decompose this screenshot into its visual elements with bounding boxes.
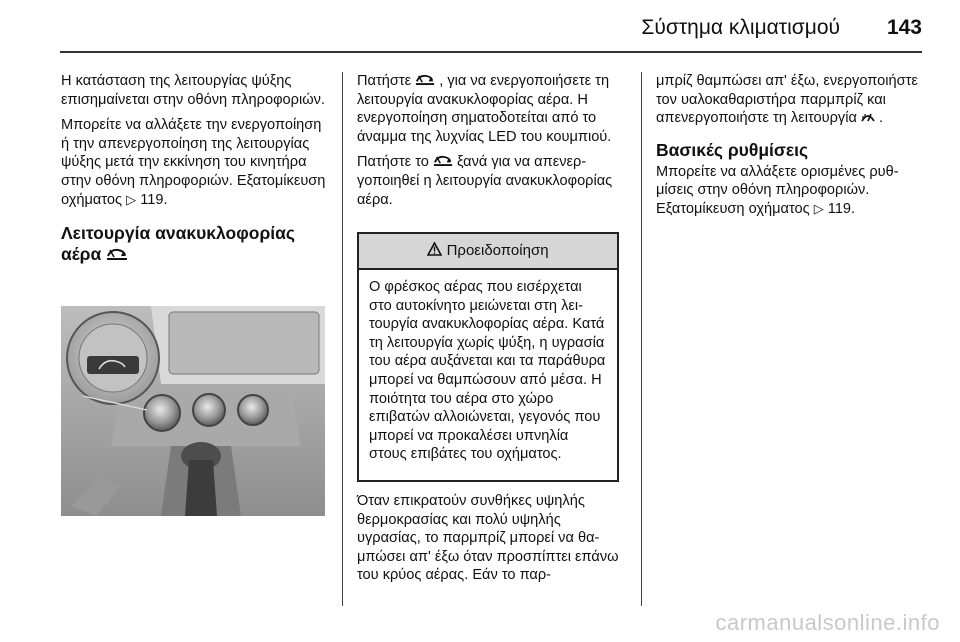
paragraph: Η κατάσταση της λειτουργίας ψύξης επισημαίνεται στην οθόνη πληροφοριών. — [61, 73, 325, 108]
paragraph — [61, 116, 327, 209]
column-divider-2 — [641, 72, 642, 606]
page-number: 143 — [886, 16, 922, 39]
section-heading: Βασικές ρυθμίσεις — [656, 139, 809, 160]
warning-box — [357, 232, 619, 482]
paragraph: Όταν επικρατούν συνθήκες υψηλής θερμοκρασίας και πολύ υψηλής υγρασίας, το παρμπρίζ μπορεί να θαμπώσει απ' έξω όταν προσπίπτει επάνω του κρύος αέρας. Εάν το παρ- — [357, 493, 619, 584]
column-2-continued — [357, 492, 623, 585]
warning-triangle-icon — [427, 242, 446, 259]
wiper-icon — [861, 110, 879, 126]
watermark: carmanualsonline.info — [715, 610, 940, 635]
page-ref-arrow-icon: ▷ — [813, 200, 824, 216]
warning-header — [359, 234, 617, 270]
heading-text: Λειτουργία ανακυκλοφορίας αέρα — [61, 223, 295, 265]
paragraph-text: Μπορείτε να αλλάξετε την ενεργοποίηση ή την απενεργοποίηση της λειτουργίας ψύξης μετά την εκκίνηση του κινητήρα στην οθόνη πληροφοριών. Εξατομίκευση οχήματος — [61, 117, 326, 208]
column-divider-1 — [342, 72, 343, 606]
page-ref-link[interactable]: 119. — [140, 191, 168, 208]
paragraph: μπρίζ θαμπώσει απ' έξω, ενεργοποιήστε τον υαλοκαθαριστήρα παρμπρίζ και απενεργοποιήστε τη λειτουργία . — [656, 73, 918, 127]
page-ref-arrow-icon: ▷ — [126, 191, 137, 207]
paragraph: Πατήστε , για να ενεργοποιήσετε τη λειτουργία ανακυκλοφορίας αέρα. Η ενεργοποίηση σηματοδοτείται από το άναμμα της λυχνίας LED του κουμπιού. — [357, 73, 612, 145]
recirculation-icon — [433, 154, 457, 170]
warning-title: Προειδοποίηση — [446, 242, 549, 259]
page-ref-link[interactable]: 119. — [827, 200, 856, 217]
section-heading — [61, 223, 327, 265]
column-1 — [61, 72, 327, 273]
page-header — [60, 10, 922, 54]
recirculation-icon — [415, 73, 439, 89]
page-title: Σύστημα κλιματισμού — [641, 16, 840, 39]
paragraph: Πατήστε το ξανά για να απενεργοποιηθεί η λειτουργία ανακυκλοφορίας αέρα. — [357, 154, 613, 208]
column-2 — [357, 72, 623, 216]
warning-text: Ο φρέσκος αέρας που εισέρχεται στο αυτοκίνητο μειώνεται στη λειτουργία ανακυκλοφορίας αέρα. Κατά τη λειτουργία χωρίς ψύξη, η υγρασία του αέρα αυξάνεται και τα παράθυρα μπορεί να θαμπώσουν από μέσα. Η ποιότητα του αέρα στο χώρο επιβατών αλλοιώνεται, γεγονός που μπορεί να προκαλέσει υπνηλία στους επιβάτες του οχήματος. — [369, 279, 606, 463]
dashboard-controls-image — [61, 306, 325, 516]
column-3 — [656, 72, 926, 226]
paragraph: Μπορείτε να αλλάξετε ορισμένες ρυθμίσεις στην οθόνη πληροφοριών. Εξατομίκευση οχήματος ▷ 119. — [656, 163, 899, 217]
recirculation-icon — [106, 244, 128, 264]
header-divider — [60, 51, 922, 53]
